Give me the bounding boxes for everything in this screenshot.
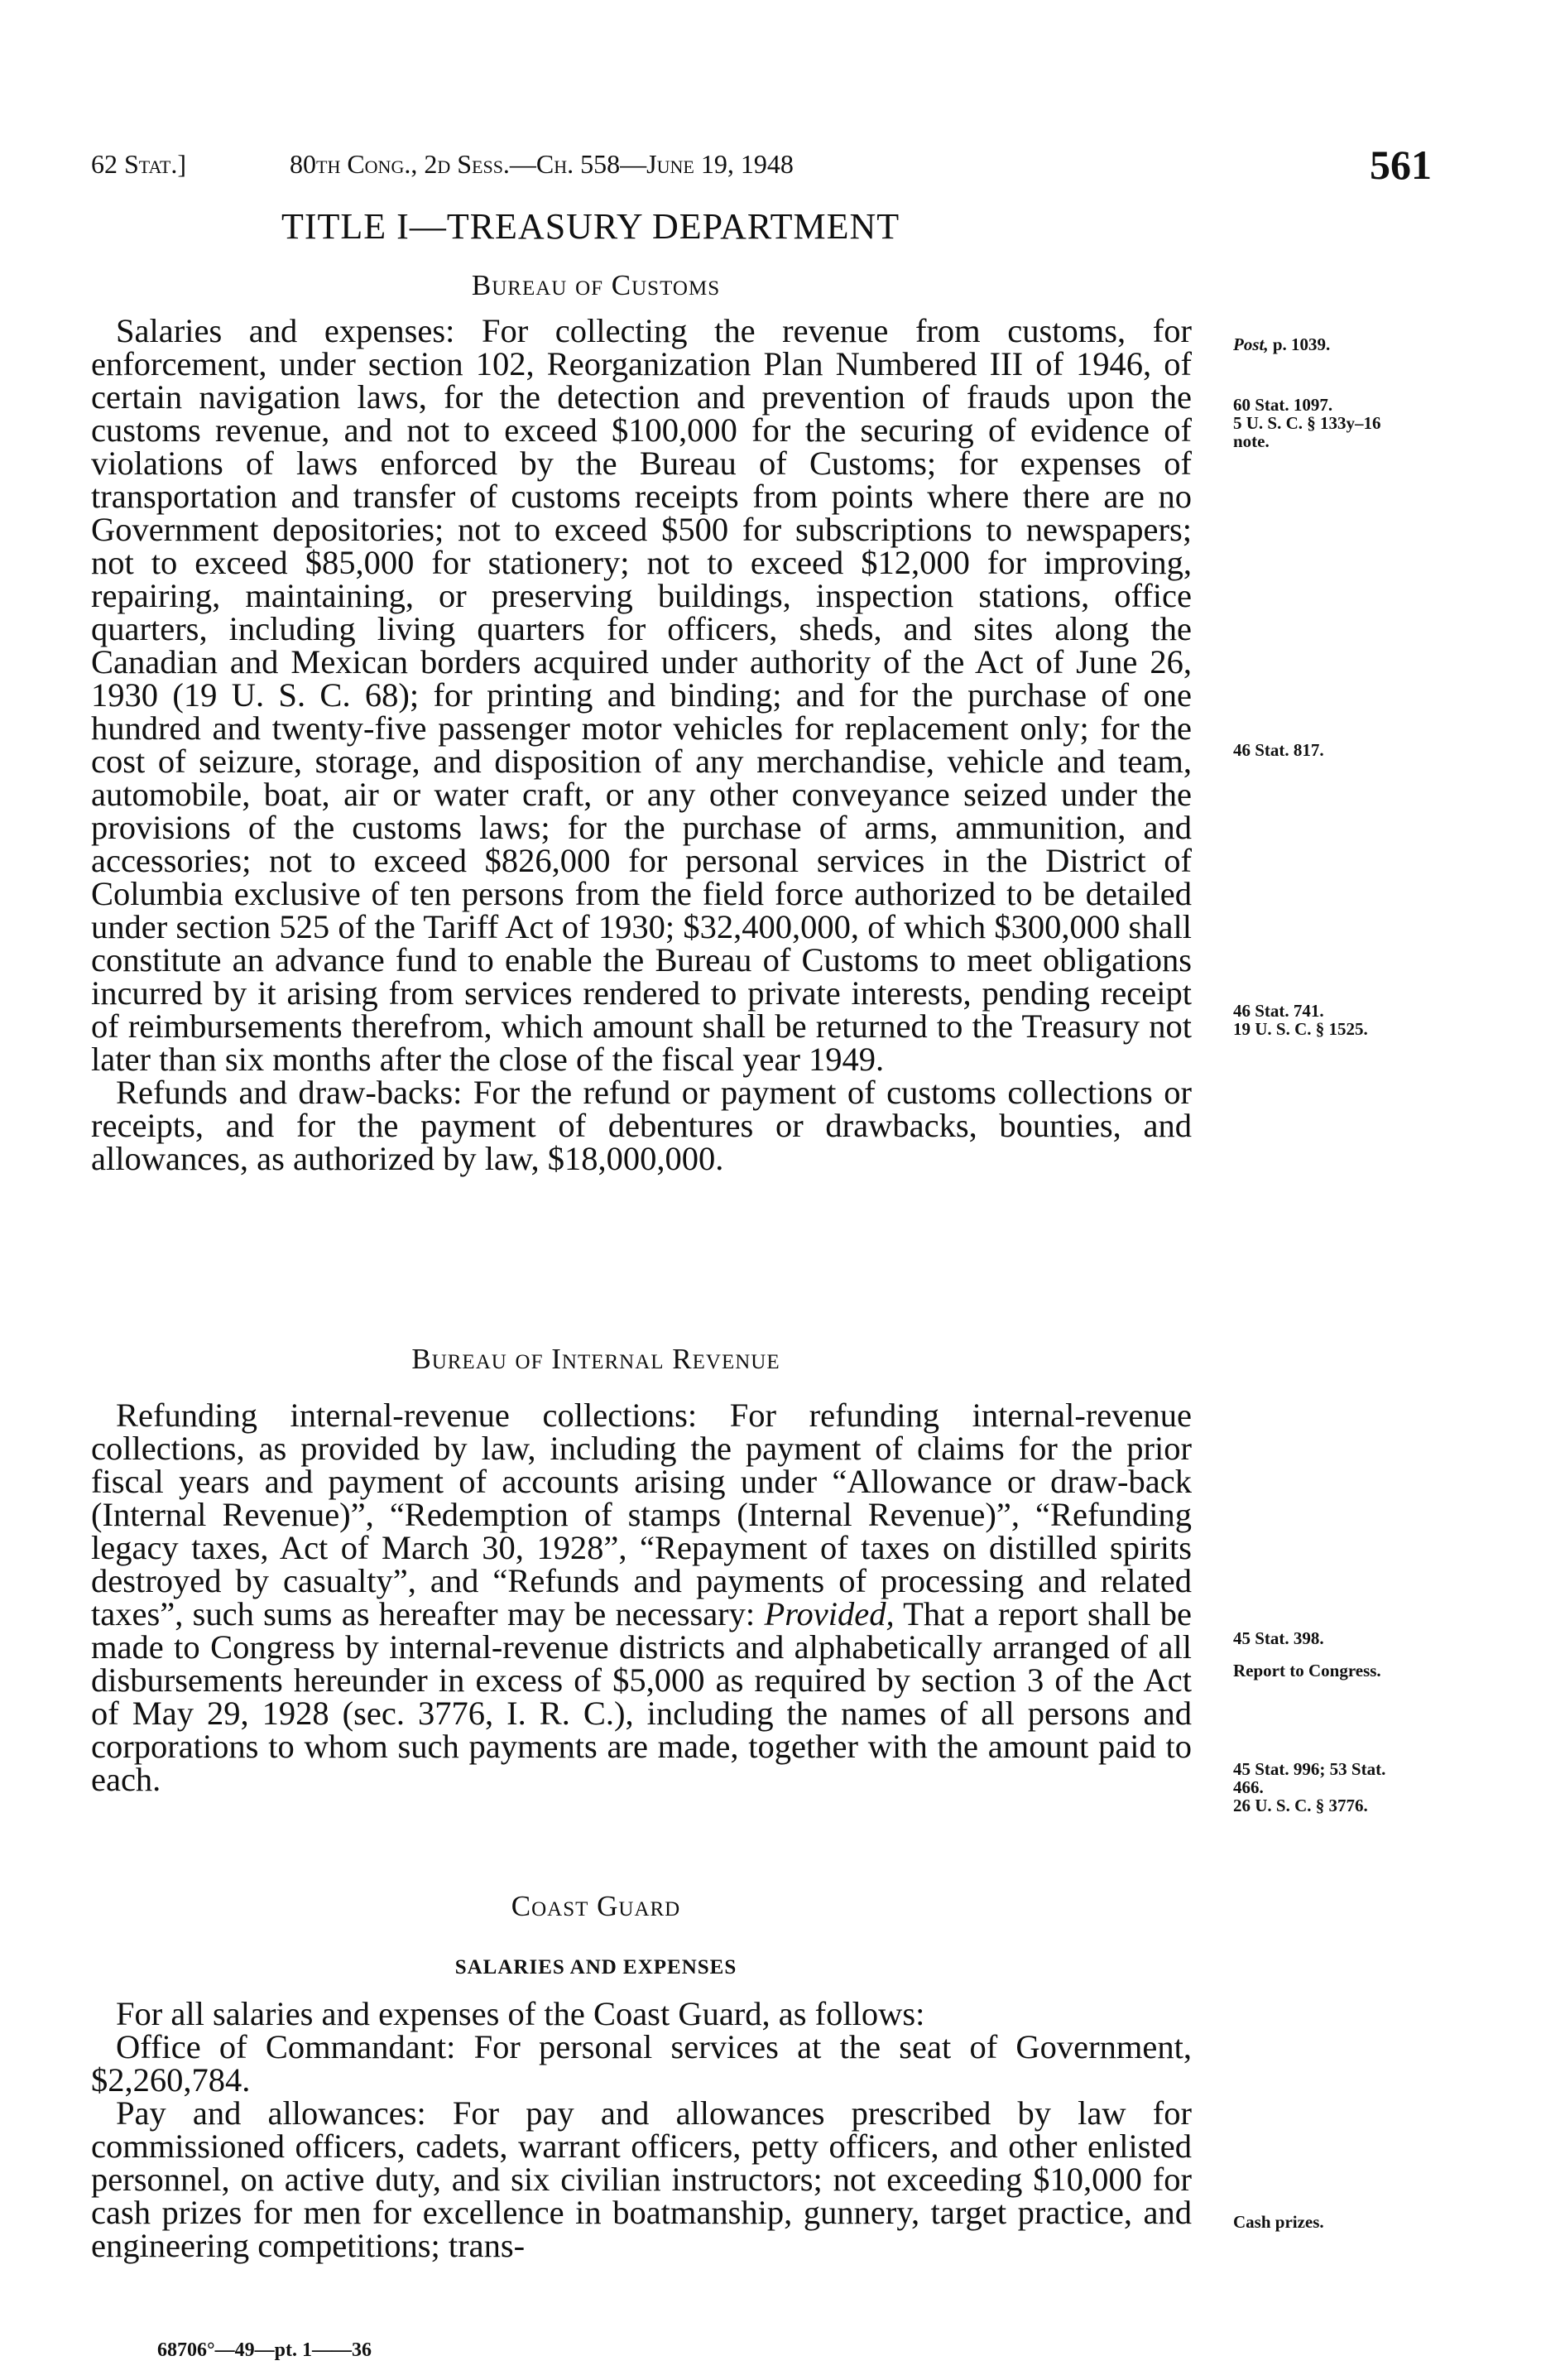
salaries-subheading: SALARIES AND EXPENSES <box>454 1956 737 1979</box>
customs-section <box>91 312 1192 1177</box>
margin-note: Post, p. 1039. <box>1233 334 1331 354</box>
coast-guard-heading: Coast Guard <box>511 1890 681 1922</box>
margin-note: 45 Stat. 398. <box>1233 1628 1324 1648</box>
commandant-paragraph: Office of Commandant: For personal services at the seat of Government, $2,260,784. <box>91 2028 1192 2099</box>
page-number: 561 <box>1370 142 1432 188</box>
pay-paragraph: Pay and allowances: For pay and allowances prescribed by law for commissioned officers, cadets, warrant officers, petty officers, and other enlisted personnel, on active duty, and six civilian instructors; not exceeding $10,000 for cash prizes for men for excellence in boatmanship, gunnery, target practice, and engineering competitions; trans- <box>91 2094 1192 2264</box>
volume-citation: 62 Stat.] <box>91 149 187 179</box>
margin-note: 60 Stat. 1097. 5 U. S. C. § 133y–16 note. <box>1233 395 1381 451</box>
running-head <box>91 141 1432 190</box>
margin-note: Report to Congress. <box>1233 1661 1381 1680</box>
footer-signature: 68706°—49—pt. 1——36 <box>157 2339 372 2361</box>
refunding-text-b: That a report shall be made to Congress by internal-revenue districts and alphabetically arranged of all disbursements hereunder in excess of $5,000 as required by section 3 of the Act of May 29, 1928 (sec. 3776, I. R. C.), including the names of all persons and corporations to whom such payments are made, together with the amount paid to each. <box>91 1595 1192 1798</box>
margin-note: Cash prizes. <box>1233 2212 1324 2232</box>
internal-revenue-heading: Bureau of Internal Revenue <box>411 1343 780 1375</box>
customs-salaries-paragraph: Salaries and expenses: For collecting the revenue from customs, for enforcement, under section 102, Reorganization Plan Numbered III of 1946, of certain navigation laws, for the detection and prevention of frauds upon the customs revenue, and not to exceed $100,000 for the securing of evidence of violations of laws enforced by the Bureau of Customs; for expenses of transportation and transfer of customs receipts from points where there are no Government depositories; not to exceed $500 for subscriptions to newspapers; not to exceed $85,000 for stationery; not to exceed $12,000 for improving, repairing, maintaining, or preserving buildings, inspection stations, office quarters, including living quarters for officers, sheds, and sites along the Canadian and Mexican borders acquired under authority of the Act of June 26, 1930 (19 U. S. C. 68); for printing and binding; and for the purchase of one hundred and twenty-five passenger motor vehicles for replacement only; for the cost of seizure, storage, and disposition of any merchandise, vehicle and team, automobile, boat, air or water craft, or any other conveyance seized under the provisions of the customs laws; for the purchase of arms, ammunition, and accessories; not to exceed $826,000 for personal services in the District of Columbia exclusive of ten persons from the field force authorized to be detailed under section 525 of the Tariff Act of 1930; $32,400,000, of which $300,000 shall constitute an advance fund to enable the Bureau of Customs to meet obligations incurred by it arising from services rendered to private interests, pending receipt of reimbursements therefrom, which amount shall be returned to the Treasury not later than six months after the close of the fiscal year 1949. <box>91 312 1192 1078</box>
margin-note: 46 Stat. 817. <box>1233 740 1324 760</box>
coast-guard-intro: For all salaries and expenses of the Coast Guard, as follows: <box>116 1995 925 2032</box>
internal-revenue-section <box>91 1399 1192 1796</box>
session-citation: 80th Cong., 2d Sess.—Ch. 558—June 19, 1948 <box>290 149 794 179</box>
margin-note: 46 Stat. 741. 19 U. S. C. § 1525. <box>1233 1001 1368 1039</box>
provided-proviso: Provided, <box>764 1595 895 1632</box>
refunding-paragraph <box>91 1399 1192 1796</box>
title-heading: TITLE I—TREASURY DEPARTMENT <box>281 206 900 247</box>
coast-guard-section <box>91 1995 1192 2264</box>
customs-heading: Bureau of Customs <box>471 269 721 301</box>
customs-refunds-paragraph: Refunds and draw-backs: For the refund or payment of customs collections or receipts, and for the payment of debentures or drawbacks, bounties, and allowances, as authorized by law, $18,000,000. <box>91 1074 1192 1177</box>
refunding-text-a: Refunding internal-revenue collections: For refunding internal-revenue collections, as provided by law, including the payment of claims for the prior fiscal years and payment of accounts arising under “Allowance or draw-back (Internal Revenue)”, “Redemption of stamps (Internal Revenue)”, “Refunding legacy taxes, Act of March 30, 1928”, “Repayment of taxes on distilled spirits destroyed by casualty”, and “Refunds and payments of processing and related taxes”, such sums as hereafter may be necessary: <box>91 1397 1192 1632</box>
margin-note: 45 Stat. 996; 53 Stat. 466. 26 U. S. C. § 3776. <box>1233 1759 1386 1815</box>
